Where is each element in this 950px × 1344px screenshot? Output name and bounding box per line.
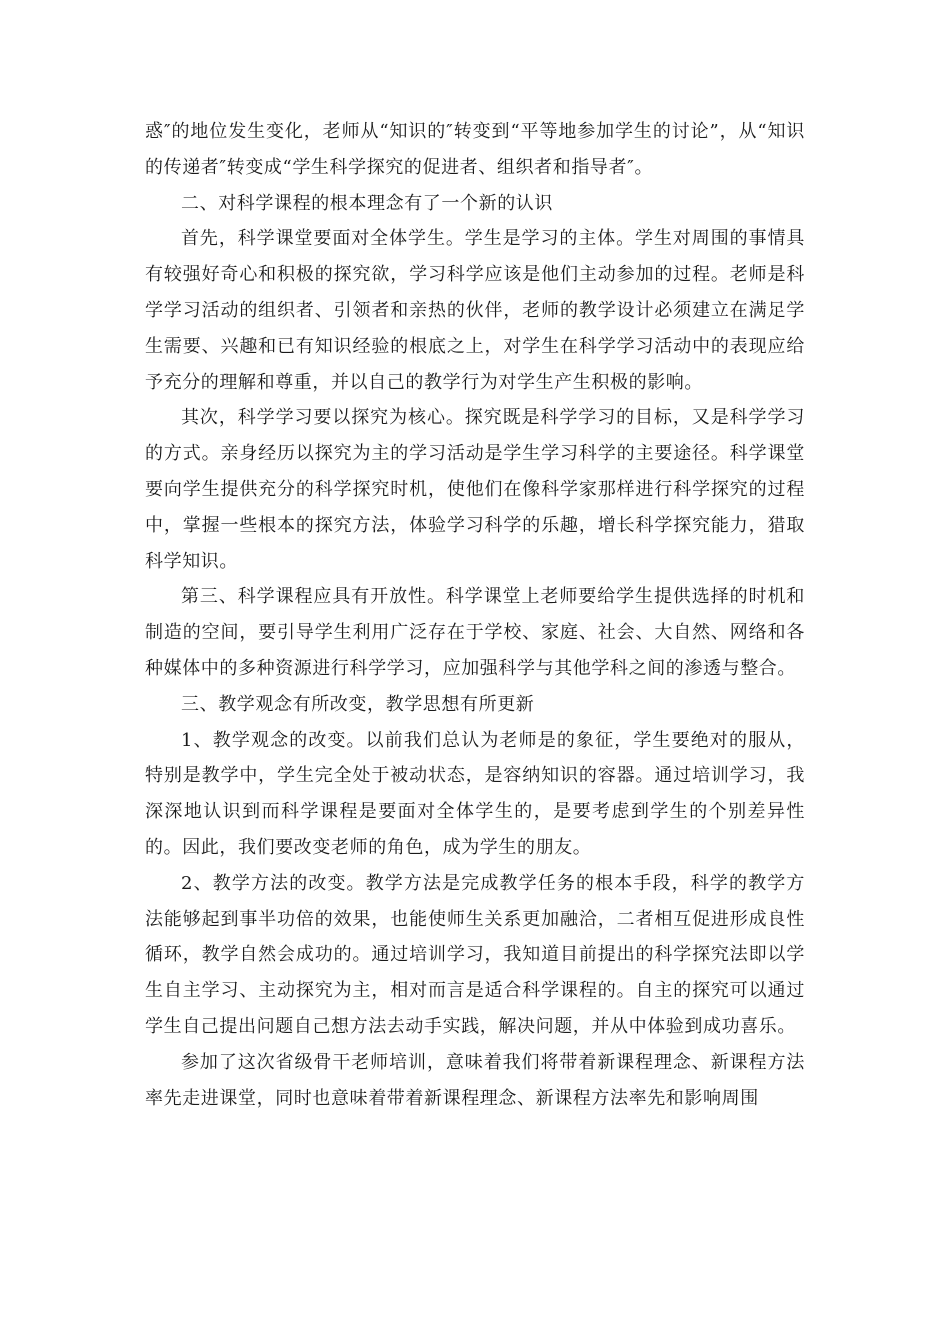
section-heading-3: 三、教学观念有所改变，教学思想有所更新 [181, 693, 535, 715]
paragraph-continuation: 惑″的地位发生变化，老师从“知识的″转变到“平等地参加学生的讨论”，从“知识的传递者″转变成“学生科学探究的促进者、组织者和指导者″。 [145, 121, 805, 178]
paragraph-first: 首先，科学课堂要面对全体学生。学生是学习的主体。学生对周围的事情具有较强好奇心和积极的探究欲，学习科学应该是他们主动参加的过程。老师是科学学习活动的组织者、引领者和亲热的伙伴，老师的教学设计必须建立在满足学生需要、兴趣和已有知识经验的根底之上，对学生在科学学习活动中的表现应给予充分的理解和尊重，并以自己的教学行为对学生产生积极的影响。 [145, 228, 805, 393]
paragraph-teaching-method: 2、教学方法的改变。教学方法是完成教学任务的根本手段，科学的教学方法能够起到事半功倍的效果，也能使师生关系更加融洽，二者相互促进形成良性循环，教学自然会成功的。通过培训学习，我知道目前提出的科学探究法即以学生自主学习、主动探究为主，相对而言是适合科学课程的。自主的探究可以通过学生自己提出问题自己想方法去动手实践，解决问题，并从中体验到成功喜乐。 [145, 872, 805, 1037]
paragraph-training: 参加了这次省级骨干老师培训，意味着我们将带着新课程理念、新课程方法率先走进课堂，同时也意味着带着新课程理念、新课程方法率先和影响周围 [145, 1051, 805, 1109]
paragraph-second: 其次，科学学习要以探究为核心。探究既是科学学习的目标，又是科学学习的方式。亲身经历以探究为主的学习活动是学生学习科学的主要途径。科学课堂要向学生提供充分的科学探究时机，使他们在像科学家那样进行科学探究的过程中，掌握一些根本的探究方法，体验学习科学的乐趣，增长科学探究能力，猎取科学知识。 [145, 407, 805, 572]
document-body [145, 114, 805, 1116]
paragraph-teaching-concept: 1、教学观念的改变。以前我们总认为老师是的象征，学生要绝对的服从，特别是教学中，学生完全处于被动状态，是容纳知识的容器。通过培训学习，我深深地认识到而科学课程是要面对全体学生的，是要考虑到学生的个别差异性的。因此，我们要改变老师的角色，成为学生的朋友。 [145, 729, 805, 858]
section-heading-2: 二、对科学课程的根本理念有了一个新的认识 [181, 192, 553, 214]
paragraph-third: 第三、科学课程应具有开放性。科学课堂上老师要给学生提供选择的时机和制造的空间，要引导学生利用广泛存在于学校、家庭、社会、大自然、网络和各种媒体中的多种资源进行科学学习，应加强科学与其他学科之间的渗透与整合。 [145, 586, 805, 679]
